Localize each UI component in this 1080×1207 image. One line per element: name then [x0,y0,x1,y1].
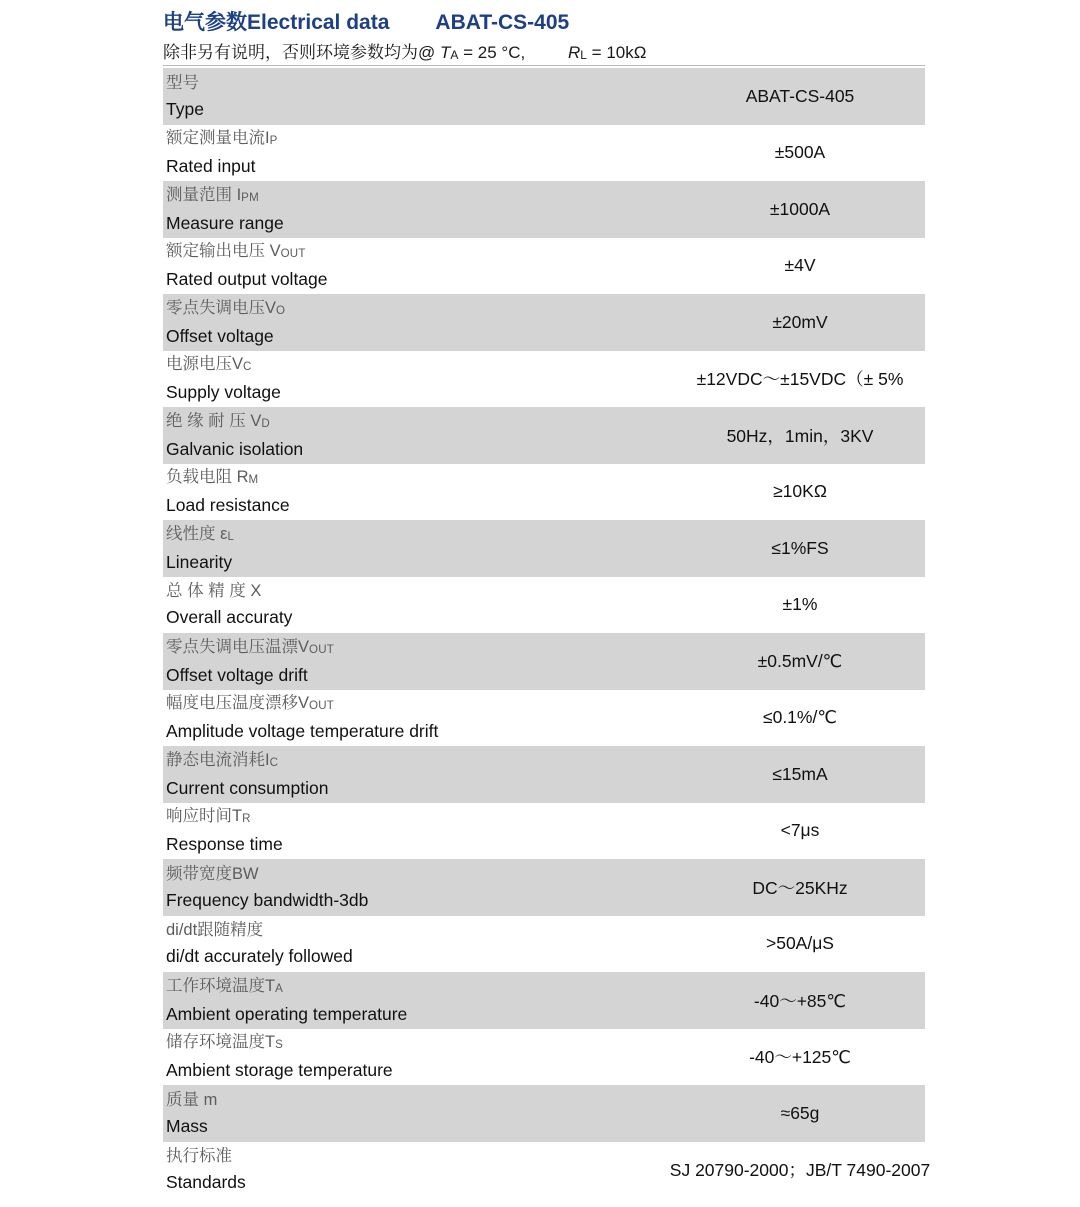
row-label-subscript: P [269,135,278,148]
table-row [0,238,1080,295]
row-label [166,690,438,747]
row-label-subscript: C [243,361,252,374]
table-row [0,125,1080,182]
table-row [0,746,1080,803]
row-label-cn: 总 体 精 度 X [166,582,262,601]
row-value: <7μs [780,820,820,841]
row-label-cn: 执行标准 [166,1147,232,1166]
specifications-table [0,68,1080,1198]
table-row [0,972,1080,1029]
table-row [0,464,1080,521]
row-label-en: Overall accuraty [166,607,293,628]
condition-res-symbol: R [567,43,581,62]
test-conditions-prefix: 除非另有说明，否则环境参数均为@ [163,43,436,62]
row-value: ≈65g [780,1102,820,1123]
table-row [0,1029,1080,1086]
row-label-en: Galvanic isolation [166,438,304,459]
row-label-cn: 零点失调电压VO [166,298,286,317]
row-label [166,407,303,464]
row-label-subscript: C [269,756,279,769]
row-value: ≤1%FS [771,537,829,558]
row-label-subscript: A [275,982,283,995]
row-value: ±20mV [772,311,828,332]
row-label-subscript: OUT [280,248,306,261]
row-label-en: Amplitude voltage temperature drift [166,721,439,742]
row-label [166,238,328,295]
row-value: ±4V [784,255,816,276]
row-label [166,1142,246,1199]
row-label-en: Ambient operating temperature [166,1003,408,1024]
row-value: 50Hz，1min，3KV [726,425,874,446]
condition-res-value: = 10kΩ [591,43,647,62]
row-label-en: Supply voltage [166,382,281,403]
row-label [166,1085,217,1142]
row-label-en: Ambient storage temperature [166,1060,393,1081]
row-label-en: Mass [166,1115,208,1136]
page-title-cn: 电气参数 [163,11,247,34]
row-label [166,181,284,238]
row-label [166,294,285,351]
row-label-cn: 零点失调电压温漂VOUT [166,637,334,656]
row-label [166,746,328,803]
row-label-cn: 额定输出电压 VOUT [166,242,306,261]
condition-temp-symbol: T [440,43,451,62]
row-label-subscript: L [227,530,235,543]
table-row [0,407,1080,464]
row-label-cn: 线性度 εL [166,524,235,543]
row-label-subscript: M [248,474,259,487]
row-label-en: Response time [166,834,283,855]
row-label-en: Measure range [166,212,284,233]
condition-temp-subscript: A [450,48,459,62]
row-label-en: di/dt accurately followed [166,946,353,967]
row-label [166,351,281,408]
row-label-cn: 质量 m [166,1090,218,1109]
table-row [0,577,1080,634]
row-label-cn: 幅度电压温度漂移VOUT [166,694,334,713]
condition-res-subscript: L [580,48,587,62]
table-row [0,633,1080,690]
row-value: ABAT-CS-405 [745,85,855,106]
condition-temp-value: = 25 °C, [463,43,526,62]
row-label-cn: 储存环境温度TS [166,1033,283,1052]
row-label-cn: 响应时间TR [166,807,251,826]
row-value: ≤0.1%/℃ [762,707,837,728]
row-label-en: Offset voltage drift [166,664,308,685]
row-value: ≥10KΩ [773,481,827,502]
row-label [166,520,234,577]
row-label-en: Rated input [166,156,256,177]
row-label [166,1029,393,1086]
row-label-cn: 静态电流消耗IC [166,750,279,769]
page-title [163,10,1043,36]
table-row [0,803,1080,860]
page-header [163,10,1043,66]
row-value: ±1000A [769,198,831,219]
row-value: ±12VDC～±15VDC（± 5% [696,369,904,390]
row-label-cn: 频带宽度BW [166,864,259,883]
table-row [0,68,1080,125]
table-row [0,916,1080,973]
row-label-en: Offset voltage [166,325,274,346]
test-conditions [163,41,1043,66]
row-value: ±1% [782,594,818,615]
row-label-subscript: OUT [309,700,334,713]
row-label-en: Rated output voltage [166,269,328,290]
row-label-en: Linearity [166,551,233,572]
row-label-cn: 电源电压VC [166,355,252,374]
table-row [0,859,1080,916]
row-value: ±500A [774,142,826,163]
row-label-en: Frequency bandwidth-3db [166,889,369,910]
page-title-en: Electrical data [247,11,390,34]
table-row [0,520,1080,577]
row-value: -40～+85℃ [753,990,847,1011]
row-label-cn: 工作环境温度TA [166,976,283,995]
row-label-subscript: OUT [309,643,334,656]
page-title-model: ABAT-CS-405 [435,11,570,34]
row-label-cn: 额定测量电流IP [166,129,278,148]
row-label [166,577,292,634]
row-label-subscript: S [275,1039,283,1052]
row-label-cn: 负载电阻 RM [166,468,259,487]
row-value: SJ 20790-2000；JB/T 7490-2007 [669,1160,931,1181]
row-label-en: Standards [166,1172,246,1193]
row-label [166,125,278,182]
row-label-subscript: R [242,813,251,826]
row-value: ±0.5mV/℃ [757,650,843,671]
row-label-en: Type [166,98,204,119]
row-label-cn: 绝 缘 耐 压 VD [166,411,270,430]
row-label-subscript: O [276,304,286,317]
row-label [166,916,353,973]
row-label-cn: 测量范围 IPM [166,185,259,204]
table-row [0,181,1080,238]
row-value: -40～+125℃ [749,1047,851,1068]
row-label [166,972,407,1029]
row-value: ≤15mA [772,763,828,784]
row-label [166,68,204,125]
row-label-cn: 型号 [166,73,199,92]
table-top-rule [163,65,925,66]
row-label-en: Load resistance [166,495,290,516]
row-value: >50A/μS [766,933,834,954]
row-label [166,859,368,916]
row-label-cn: di/dt跟随精度 [166,921,264,940]
table-row [0,351,1080,408]
table-row [0,1085,1080,1142]
table-row [0,294,1080,351]
row-label [166,633,334,690]
row-label [166,464,290,521]
row-label-subscript: PM [241,191,259,204]
row-label-subscript: D [261,417,270,430]
row-label-en: Current consumption [166,777,329,798]
table-row [0,1142,1080,1199]
table-row [0,690,1080,747]
row-value: DC～25KHz [752,877,848,898]
row-label [166,803,283,860]
